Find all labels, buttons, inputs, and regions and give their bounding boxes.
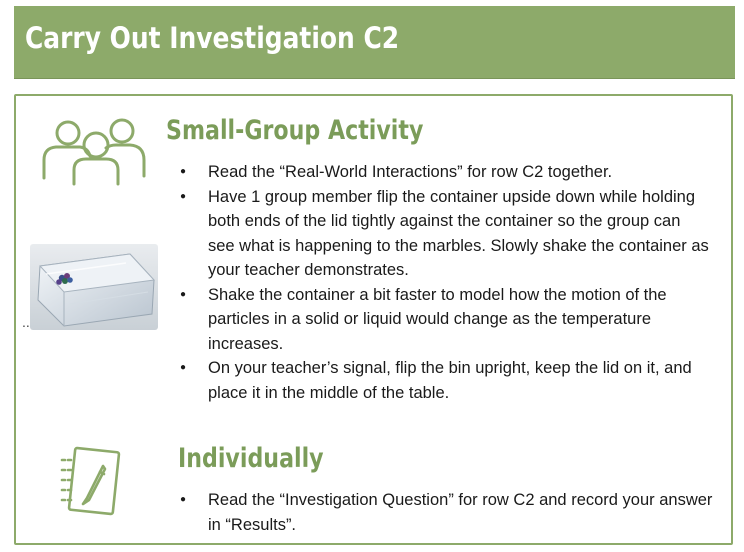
small-group-title: Small-Group Activity — [166, 115, 424, 146]
page-title: Carry Out Investigation C2 — [25, 21, 400, 55]
individually-list — [174, 488, 722, 537]
individually-title: Individually — [178, 443, 324, 474]
list-item: ● Read the “Real-World Interactions” for row C2 together. — [174, 160, 709, 185]
caption-dots: .. — [22, 314, 30, 330]
list-item: ● Shake the container a bit faster to model how the motion of the particles in a solid or liquid would change as the temperature increases. — [174, 283, 709, 357]
list-item: ● Read the “Investigation Question” for row C2 and record your answer in “Results”. — [174, 488, 722, 537]
notebook-pencil-icon — [56, 442, 126, 520]
list-item: ● On your teacher’s signal, flip the bin upright, keep the lid on it, and place it in the middle of the table. — [174, 356, 709, 405]
header-bar — [14, 6, 735, 79]
small-group-list — [174, 160, 709, 405]
group-people-icon-overlay — [40, 116, 148, 186]
container-with-marbles-photo — [30, 244, 158, 330]
list-item: ● Have 1 group member flip the container upside down while holding both ends of the lid tightly against the container so the group can see what is happening to the marbles. Slowly shake the container as your teacher demonstrates. — [174, 185, 709, 283]
